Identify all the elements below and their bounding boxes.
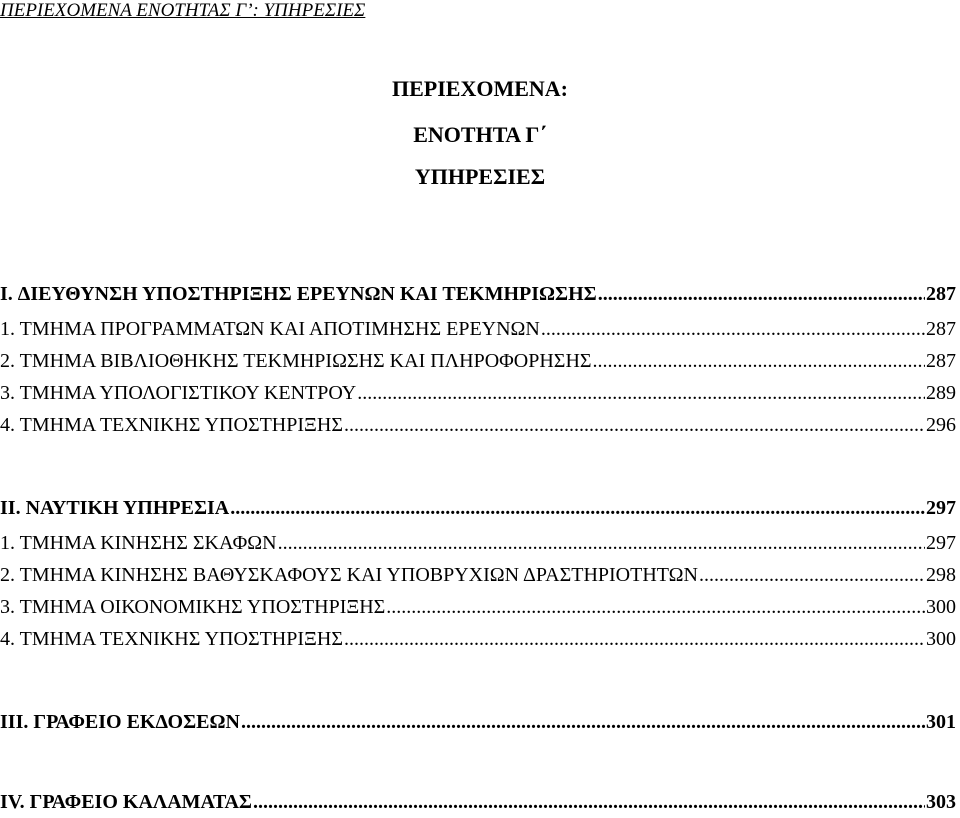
toc-label: IV. ΓΡΑΦΕΙΟ ΚΑΛΑΜΑΤΑΣ bbox=[0, 791, 252, 813]
toc-page-number: 300 bbox=[926, 596, 956, 618]
dot-leader bbox=[253, 791, 925, 814]
toc-item[interactable] bbox=[0, 414, 956, 437]
toc-page-number: 298 bbox=[926, 564, 956, 586]
toc-page-number: 289 bbox=[926, 382, 956, 404]
toc-page-number: 301 bbox=[926, 711, 956, 733]
dot-leader bbox=[344, 628, 925, 651]
toc-label: 1. ΤΜΗΜΑ ΚΙΝΗΣΗΣ ΣΚΑΦΩΝ bbox=[0, 532, 277, 554]
toc-item[interactable] bbox=[0, 318, 956, 341]
toc-item[interactable] bbox=[0, 596, 956, 619]
dot-leader bbox=[230, 497, 925, 520]
toc-section-4[interactable] bbox=[0, 791, 956, 814]
section-name: ΥΠΗΡΕΣΙΕΣ bbox=[414, 164, 546, 189]
toc-label: II. ΝΑΥΤΙΚΗ ΥΠΗΡΕΣΙΑ bbox=[0, 497, 230, 519]
toc-item[interactable] bbox=[0, 628, 956, 651]
dot-leader bbox=[386, 596, 925, 619]
toc-page-number: 297 bbox=[926, 497, 956, 519]
toc-label: 4. ΤΜΗΜΑ ΤΕΧΝΙΚΗΣ ΥΠΟΣΤΗΡΙΞΗΣ bbox=[0, 628, 343, 650]
toc-label: 3. ΤΜΗΜΑ ΥΠΟΛΟΓΙΣΤΙΚΟΥ ΚΕΝΤΡΟΥ bbox=[0, 382, 357, 404]
toc-page-number: 287 bbox=[926, 283, 956, 305]
toc-item[interactable] bbox=[0, 382, 956, 405]
dot-leader bbox=[357, 382, 925, 405]
toc-item[interactable] bbox=[0, 564, 956, 587]
toc-page-number: 303 bbox=[926, 791, 956, 813]
toc-page-number: 287 bbox=[926, 350, 956, 372]
dot-leader bbox=[278, 532, 925, 555]
toc-section-3[interactable] bbox=[0, 711, 956, 734]
toc-label: 2. ΤΜΗΜΑ ΚΙΝΗΣΗΣ ΒΑΘΥΣΚΑΦΟΥΣ ΚΑΙ ΥΠΟΒΡΥΧΙΩΝ ΔΡΑΣΤΗΡΙΟΤΗΤΩΝ bbox=[0, 564, 698, 586]
toc-page-number: 296 bbox=[926, 414, 956, 436]
document-title: ΠΕΡΙΕΧΟΜΕΝΑ: bbox=[392, 76, 568, 101]
dot-leader bbox=[593, 350, 925, 373]
toc-item[interactable] bbox=[0, 532, 956, 555]
toc-label: 2. ΤΜΗΜΑ ΒΙΒΛΙΟΘΗΚΗΣ ΤΕΚΜΗΡΙΩΣΗΣ ΚΑΙ ΠΛΗΡΟΦΟΡΗΣΗΣ bbox=[0, 350, 592, 372]
dot-leader bbox=[344, 414, 925, 437]
toc-label: 4. ΤΜΗΜΑ ΤΕΧΝΙΚΗΣ ΥΠΟΣΤΗΡΙΞΗΣ bbox=[0, 414, 343, 436]
toc-page-number: 300 bbox=[926, 628, 956, 650]
running-header: ΠΕΡΙΕΧΟΜΕΝΑ ΕΝΟΤΗΤΑΣ Γ’: ΥΠΗΡΕΣΙΕΣ bbox=[0, 0, 366, 21]
toc-label: III. ΓΡΑΦΕΙΟ ΕΚΔΟΣΕΩΝ bbox=[0, 711, 240, 733]
dot-leader bbox=[598, 283, 925, 306]
toc-section-1[interactable] bbox=[0, 283, 956, 306]
toc-page-number: 297 bbox=[926, 532, 956, 554]
toc-section-2[interactable] bbox=[0, 497, 956, 520]
dot-leader bbox=[241, 711, 925, 734]
toc-item[interactable] bbox=[0, 350, 956, 373]
section-subtitle: ΕΝΟΤΗΤΑ Γ΄ bbox=[413, 122, 547, 147]
toc-label: 1. ΤΜΗΜΑ ΠΡΟΓΡΑΜΜΑΤΩΝ ΚΑΙ ΑΠΟΤΙΜΗΣΗΣ ΕΡΕΥΝΩΝ bbox=[0, 318, 540, 340]
dot-leader bbox=[541, 318, 925, 341]
toc-page-number: 287 bbox=[926, 318, 956, 340]
toc-label: 3. ΤΜΗΜΑ ΟΙΚΟΝΟΜΙΚΗΣ ΥΠΟΣΤΗΡΙΞΗΣ bbox=[0, 596, 386, 618]
dot-leader bbox=[699, 564, 925, 587]
toc-label: I. ΔΙΕΥΘΥΝΣΗ ΥΠΟΣΤΗΡΙΞΗΣ ΕΡΕΥΝΩΝ ΚΑΙ ΤΕΚΜΗΡΙΩΣΗΣ bbox=[0, 283, 597, 305]
